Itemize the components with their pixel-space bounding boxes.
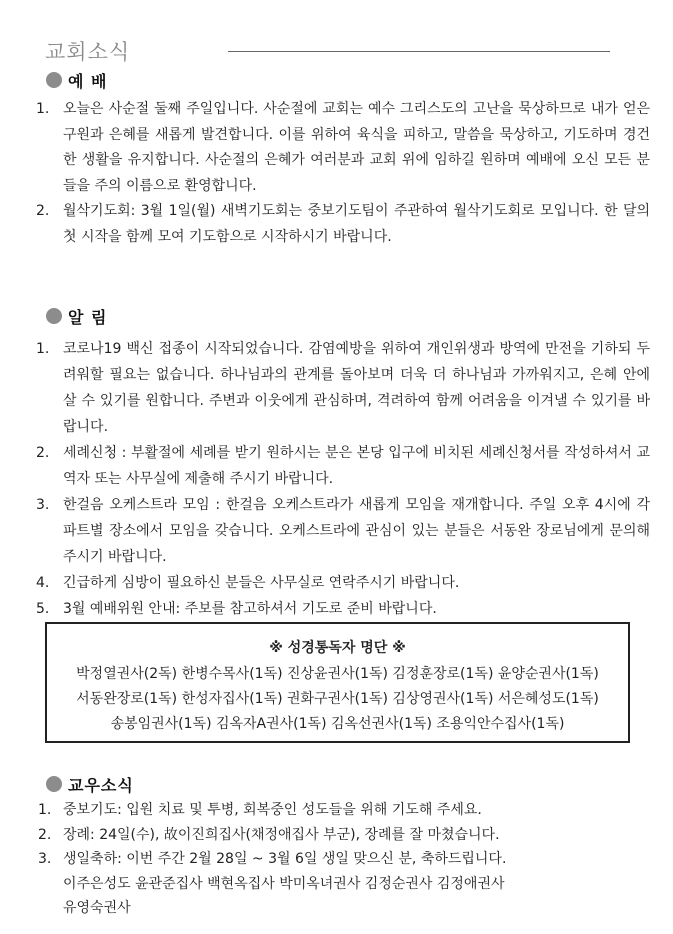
alumni-section-header [46,772,134,796]
list-item [34,199,650,250]
list-item [34,336,650,440]
item-text: 장례: 24일(수), 故이진희집사(채정애집사 부군), 장례를 잘 마쳤습니다. [63,826,500,843]
alumni-list [36,798,652,921]
worship-section-header [46,68,107,92]
section-title-worship: 예 배 [68,71,108,91]
item-number: 1. [38,802,52,818]
item-number: 2. [38,826,52,843]
notices-list [34,336,650,622]
item-text: 세례신청 : 부활절에 세례를 받기 원하시는 분은 본당 입구에 비치된 세례신청서를 작성하셔서 교역자 또는 사무실에 제출해 주시기 바랍니다. [63,445,650,487]
list-item [36,847,652,872]
birthday-names-line: 유영숙권사 [63,900,131,916]
item-text: 오늘은 사순절 둘째 주일입니다. 사순절에 교회는 예수 그리스도의 고난을 묵상하므로 내가 얻은 구원과 은혜를 새롭게 발견합니다. 이를 위하여 육식을 피하고, 말씀을 묵상하고, 기도하며 경건한 생활을 유지합니다. 사순절의 은혜가 여러분과 교회 위에 임하길 원하며 예배에 오신 모든 분들을 주의 이름으로 환영합니다. [63,101,650,194]
section-title-notices: 알 림 [68,307,108,327]
list-item [36,823,652,848]
item-text: 코로나19 백신 접종이 시작되었습니다. 감염예방을 위하여 개인위생과 방역에 만전을 기하되 두려워할 필요는 없습니다. 하나님과의 관계를 돌아보며 더욱 더 하나님과 가까워지고, 은혜 안에 살 수 있기를 원합니다. 주변과 이웃에게 관심하며, 격려하여 함께 어려움을 이겨낼 수 있기를 바랍니다. [63,341,650,435]
list-item [34,97,650,199]
item-text: 한걸음 오케스트라 모임 : 한걸음 오케스트라가 새롭게 모임을 재개합니다. 주일 오후 4시에 각 파트별 장소에서 모임을 갖습니다. 오케스트라에 관심이 있는 분들은 서동완 장로님에게 문의해 주시기 바랍니다. [63,497,650,565]
item-text: 생일축하: 이번 주간 2월 28일 ~ 3월 6일 생일 맞으신 분, 축하드립니다. [63,851,507,867]
item-number: 2. [36,445,50,461]
list-item [36,798,652,823]
item-number: 3. [38,851,52,867]
bible-readers-box [45,622,630,743]
item-text: 긴급하게 심방이 필요하신 분들은 사무실로 연락주시기 바랍니다. [63,575,460,591]
list-item [34,492,650,570]
worship-list [34,97,650,250]
item-number: 1. [36,341,50,357]
item-text: 월삭기도회: 3월 1일(월) 새벽기도회는 중보기도팀이 주관하여 월삭기도회로 모입니다. 한 달의 첫 시작을 함께 모여 기도함으로 시작하시기 바랍니다. [63,203,650,245]
birthday-names-line: 이주은성도 윤관준집사 백현옥집사 박미옥녀권사 김정순권사 김정애권사 [63,875,505,892]
list-item [34,440,650,492]
item-number: 3. [36,497,50,513]
item-text: 중보기도: 입원 치료 및 투병, 회복중인 성도들을 위해 기도해 주세요. [63,802,482,818]
notices-section-header [46,304,107,328]
title-divider [228,51,610,52]
bible-readers-title: ※ 성경통독자 명단 ※ [269,640,406,656]
list-item [34,570,650,596]
item-number: 4. [36,575,50,591]
item-number: 2. [36,203,50,219]
item-text: 3월 예배위원 안내: 주보를 참고하셔서 기도로 준비 바랍니다. [63,601,437,617]
bullet-icon [46,776,62,792]
page-title: 교회소식 [45,40,131,64]
bullet-icon [46,308,62,324]
bible-readers-line: 박정열권사(2독) 한병수목사(1독) 진상윤권사(1독) 김정훈장로(1독) 윤양순권사(1독) [76,666,599,682]
bible-readers-line: 서동완장로(1독) 한성자집사(1독) 권화구권사(1독) 김상영권사(1독) 서은혜성도(1독) [76,691,599,707]
section-title-alumni: 교우소식 [68,775,134,795]
item-number: 1. [36,101,50,117]
item-number: 5. [36,601,50,617]
bible-readers-line: 송봉임권사(1독) 김옥자A권사(1독) 김옥선권사(1독) 조용익안수집사(1독) [110,716,565,732]
list-item [34,596,650,622]
bullet-icon [46,72,62,88]
